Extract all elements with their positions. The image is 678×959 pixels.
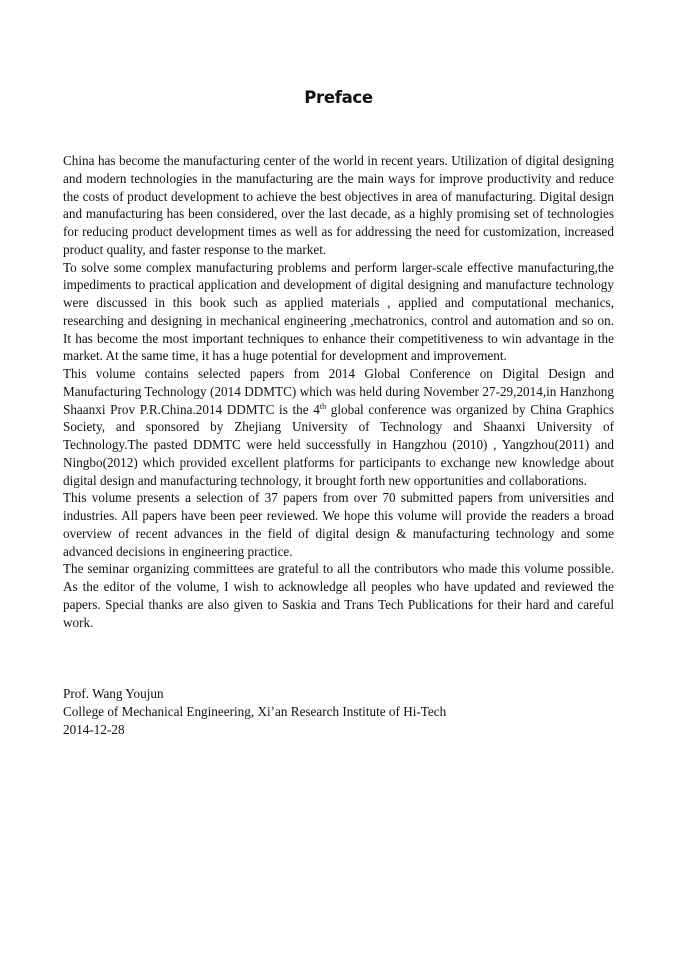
signature-affiliation: College of Mechanical Engineering, Xi’an Research Institute of Hi-Tech xyxy=(63,703,447,719)
signature-name: Prof. Wang Youjun xyxy=(63,686,164,701)
paragraph-acknowledgements: The seminar organizing committees are grateful to all the contributors who made this volume possible. As the editor of the volume, I wish to acknowledge all peoples who have updated and reviewed the papers. Special thanks are also given to Saskia and Trans Tech Publications for their hard and careful work. xyxy=(63,561,614,630)
ordinal-superscript: th xyxy=(319,401,327,411)
signature-date: 2014-12-28 xyxy=(63,721,125,737)
signature-block xyxy=(63,685,614,738)
page-title: Preface xyxy=(304,88,373,107)
conference-text-after: global conference was organized by China Graphics Society, and sponsored by Zhejiang University of Technology and Shaanxi University of Technology.The pasted DDMTC were held successfully in Hangzhou (2010) , Yangzhou(2011) and Ningbo(2012) which provided excellent platforms for participants to exchange new knowledge about digital design and manufacturing technology, it brought forth new opportunities and collaborations. xyxy=(63,401,614,488)
preface-body xyxy=(63,152,614,631)
paragraph-scope: To solve some complex manufacturing problems and perform larger-scale effective manufacturing,the impediments to practical application and development of digital designing and manufacture technology were discussed in this book such as applied materials , applied and computational mechanics, researching and designing in mechanical engineering ,mechatronics, control and automation and so on. It has become the most important techniques to enhance their competitiveness to win advantage in the market. At the same time, it has a huge potential for development and improvement. xyxy=(63,259,614,364)
paragraph-selection: This volume presents a selection of 37 papers from over 70 submitted papers from universities and industries. All papers have been peer reviewed. We hope this volume will provide the readers a broad overview of recent advances in the field of digital design & manufacturing technology and some advanced decisions in engineering practice. xyxy=(63,490,614,559)
conference-text-before: This volume contains selected papers from 2014 Global Conference on Digital Design and Manufacturing Technology (2014 DDMTC) which was held during November 27-29,2014,in Hanzhong Shaanxi Prov P.R.China.2014 DDMTC is the 4 xyxy=(63,366,614,417)
paragraph-intro: China has become the manufacturing center of the world in recent years. Utilization of digital designing and modern technologies in the manufacturing are the main ways for improve productivity and reduce the costs of product development to achieve the best objectives in area of manufacturing. Digital design and manufacturing has been considered, over the last decade, as a highly promising set of technologies for reducing product development times as well as for addressing the need for customization, increased product quality, and faster response to the market. xyxy=(63,153,614,257)
paragraph-conference xyxy=(63,365,614,489)
